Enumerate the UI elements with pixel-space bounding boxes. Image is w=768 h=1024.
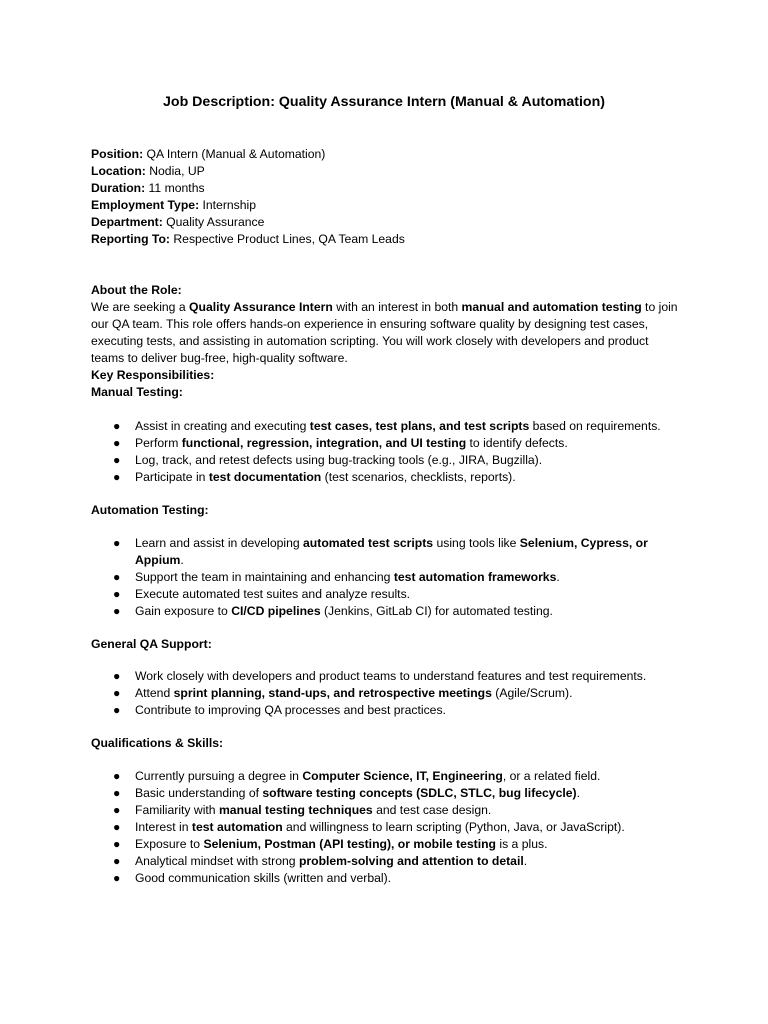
bullet-icon: ● [113, 786, 121, 800]
detail-duration: Duration: 11 months [91, 181, 205, 195]
list-item: ● Attend sprint planning, stand-ups, and retrospective meetings (Agile/Scrum). [113, 686, 573, 700]
detail-location: Location: Nodia, UP [91, 164, 205, 178]
bullet-icon: ● [113, 686, 121, 700]
bullet-icon: ● [113, 453, 121, 467]
list-item: ● Interest in test automation and willingness to learn scripting (Python, Java, or JavaScript). [113, 820, 625, 834]
list-item: ● Participate in test documentation (test scenarios, checklists, reports). [113, 470, 516, 484]
list-item: ● Support the team in maintaining and enhancing test automation frameworks. [113, 570, 560, 584]
bullet-icon: ● [113, 470, 121, 484]
detail-position: Position: QA Intern (Manual & Automation) [91, 147, 326, 161]
qualifications-list [0, 768, 625, 887]
list-item: ● Familiarity with manual testing techniques and test case design. [113, 803, 492, 817]
job-details [91, 146, 691, 248]
bullet-icon: ● [113, 871, 121, 885]
bullet-icon: ● [113, 703, 121, 717]
detail-reporting-to: Reporting To: Respective Product Lines, QA Team Leads [91, 232, 405, 246]
automation-testing-heading: Automation Testing: [91, 503, 209, 517]
list-item: ● Perform functional, regression, integration, and UI testing to identify defects. [113, 436, 568, 450]
list-item: ● Assist in creating and executing test cases, test plans, and test scripts based on requirements. [113, 419, 661, 433]
about-paragraph: We are seeking a Quality Assurance Intern with an interest in both manual and automation testing to join our QA team. This role offers hands-on experience in ensuring software quality by designing test cases, executing tests, and assisting in automation scripting. You will work closely with developers and product teams to deliver bug-free, high-quality software. [91, 300, 678, 365]
list-item: ● Contribute to improving QA processes and best practices. [113, 703, 446, 717]
bullet-icon: ● [113, 419, 121, 433]
list-item: ● Learn and assist in developing automated test scripts using tools like Selenium, Cypress, or Appium. [113, 536, 648, 567]
bullet-icon: ● [113, 570, 121, 584]
detail-employment-type: Employment Type: Internship [91, 198, 257, 212]
automation-testing-list [0, 535, 695, 620]
manual-testing-heading: Manual Testing: [91, 385, 183, 399]
list-item: ● Exposure to Selenium, Postman (API testing), or mobile testing is a plus. [113, 837, 548, 851]
bullet-icon: ● [113, 820, 121, 834]
manual-testing-list [0, 418, 661, 486]
general-qa-support-heading: General QA Support: [91, 637, 212, 651]
list-item: ● Basic understanding of software testing concepts (SDLC, STLC, bug lifecycle). [113, 786, 580, 800]
list-item: ● Currently pursuing a degree in Computer Science, IT, Engineering, or a related field. [113, 769, 601, 783]
bullet-icon: ● [113, 587, 121, 601]
qualifications-heading: Qualifications & Skills: [91, 736, 224, 750]
bullet-icon: ● [113, 669, 121, 683]
bullet-icon: ● [113, 803, 121, 817]
about-section [91, 282, 691, 401]
about-heading: About the Role: [91, 283, 182, 297]
list-item: ● Execute automated test suites and analyze results. [113, 587, 411, 601]
list-item: ● Log, track, and retest defects using bug-tracking tools (e.g., JIRA, Bugzilla). [113, 453, 543, 467]
list-item: ● Gain exposure to CI/CD pipelines (Jenkins, GitLab CI) for automated testing. [113, 604, 553, 618]
bullet-icon: ● [113, 536, 121, 550]
bullet-icon: ● [113, 837, 121, 851]
key-responsibilities-heading: Key Responsibilities: [91, 368, 215, 382]
bullet-icon: ● [113, 604, 121, 618]
list-item: ● Work closely with developers and product teams to understand features and test requirements. [113, 669, 647, 683]
list-item: ● Analytical mindset with strong problem-solving and attention to detail. [113, 854, 528, 868]
bullet-icon: ● [113, 854, 121, 868]
bullet-icon: ● [113, 436, 121, 450]
general-qa-list [0, 668, 646, 719]
list-item: ● Good communication skills (written and verbal). [113, 871, 392, 885]
detail-department: Department: Quality Assurance [91, 215, 265, 229]
document-title: Job Description: Quality Assurance Intern (Manual & Automation) [163, 94, 605, 110]
bullet-icon: ● [113, 769, 121, 783]
